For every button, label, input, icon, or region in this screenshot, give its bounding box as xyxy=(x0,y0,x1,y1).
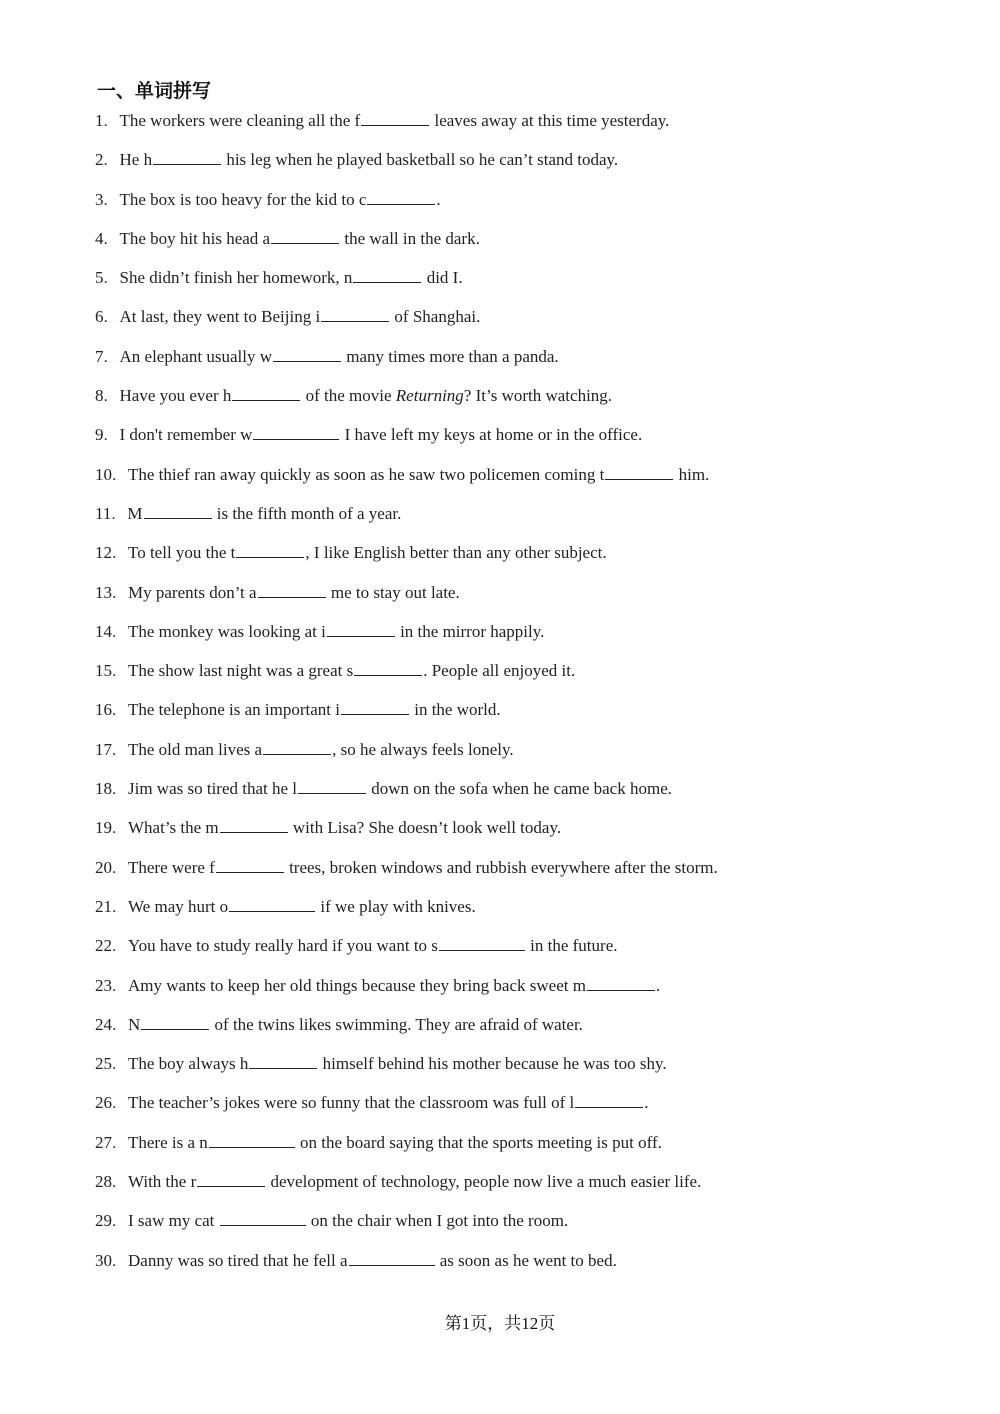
question-text-after: . People all enjoyed it. xyxy=(423,661,576,681)
question-text-before: Danny was so tired that he fell a xyxy=(128,1250,348,1270)
answer-blank[interactable] xyxy=(271,226,339,244)
question-text-before: An elephant usually w xyxy=(119,346,272,366)
question-text-before: You have to study really hard if you want to s xyxy=(128,936,438,956)
question-item xyxy=(95,1130,955,1169)
question-number: 30 ． xyxy=(95,1249,128,1274)
question-text-before: The boy always h xyxy=(128,1054,249,1074)
question-number: 20 ． xyxy=(95,856,128,881)
question-item xyxy=(95,422,955,461)
answer-blank[interactable] xyxy=(349,1248,435,1266)
question-number: 5 ． xyxy=(95,266,120,291)
answer-blank[interactable] xyxy=(361,108,429,126)
answer-blank[interactable] xyxy=(229,894,315,912)
question-text-before: What’s the m xyxy=(128,818,219,838)
question-text-after: . xyxy=(436,189,441,209)
question-text-before: M xyxy=(127,503,143,523)
question-text-after: in the mirror happily. xyxy=(395,621,545,641)
question-text-before: He h xyxy=(119,150,153,170)
question-text-after: down on the sofa when he came back home. xyxy=(367,779,672,799)
question-text-after: on the chair when I got into the room. xyxy=(306,1211,569,1231)
question-item xyxy=(95,304,955,343)
question-number: 14 ． xyxy=(95,620,128,645)
question-text-before: She didn’t finish her homework, n xyxy=(119,268,353,288)
answer-blank[interactable] xyxy=(153,147,221,165)
question-item xyxy=(95,1248,955,1287)
question-text-before: To tell you the t xyxy=(128,543,236,563)
question-text-before: With the r xyxy=(128,1172,197,1192)
answer-blank[interactable] xyxy=(273,344,341,362)
question-text-after: of Shanghai. xyxy=(390,307,481,327)
question-item xyxy=(95,697,955,736)
question-text-after: with Lisa? She doesn’t look well today. xyxy=(288,818,562,838)
answer-blank[interactable] xyxy=(197,1169,265,1187)
question-text-before: Amy wants to keep her old things because they bring back sweet m xyxy=(128,975,586,995)
question-text-before: N xyxy=(128,1014,141,1034)
question-item xyxy=(95,540,955,579)
question-item xyxy=(95,344,955,383)
question-text-before: The monkey was looking at i xyxy=(128,621,326,641)
question-item xyxy=(95,894,955,933)
question-text-before: The show last night was a great s xyxy=(128,661,354,681)
answer-blank[interactable] xyxy=(232,383,300,401)
question-text-before: The boy hit his head a xyxy=(119,228,271,248)
question-text-before: The old man lives a xyxy=(128,739,263,759)
question-text-before: The telephone is an important i xyxy=(128,700,340,720)
question-item xyxy=(95,1169,955,1208)
answer-blank[interactable] xyxy=(298,776,366,794)
answer-blank[interactable] xyxy=(341,697,409,715)
answer-blank[interactable] xyxy=(605,462,673,480)
question-number: 1 ． xyxy=(95,109,120,134)
answer-blank[interactable] xyxy=(575,1090,643,1108)
movie-title: Returning xyxy=(395,386,464,406)
question-number: 26 ． xyxy=(95,1091,128,1116)
question-item xyxy=(95,973,955,1012)
question-number: 7 ． xyxy=(95,345,120,370)
question-list xyxy=(95,108,955,1287)
question-number: 19 ． xyxy=(95,816,128,841)
answer-blank[interactable] xyxy=(141,1012,209,1030)
question-text-after: many times more than a panda. xyxy=(342,346,559,366)
question-text-before: Jim was so tired that he l xyxy=(128,779,298,799)
question-item xyxy=(95,383,955,422)
question-item xyxy=(95,1012,955,1051)
answer-blank[interactable] xyxy=(354,658,422,676)
question-number: 3 ． xyxy=(95,188,120,213)
question-text-after: his leg when he played basketball so he can’t stand today. xyxy=(222,150,619,170)
question-number: 8 ． xyxy=(95,384,120,409)
question-item xyxy=(95,815,955,854)
question-text-after: him. xyxy=(674,464,710,484)
question-text-after: trees, broken windows and rubbish everywhere after the storm. xyxy=(284,857,718,877)
section-title: 一、单词拼写 xyxy=(97,80,212,102)
question-text-after: as soon as he went to bed. xyxy=(435,1250,617,1270)
question-number: 6 ． xyxy=(95,305,120,330)
answer-blank[interactable] xyxy=(367,187,435,205)
question-text-before: The teacher’s jokes were so funny that the classroom was full of l xyxy=(128,1093,575,1113)
question-text-before: My parents don’t a xyxy=(128,582,257,602)
question-number: 12 ． xyxy=(95,541,128,566)
answer-blank[interactable] xyxy=(249,1051,317,1069)
question-text-before: At last, they went to Beijing i xyxy=(119,307,321,327)
question-number: 25 ． xyxy=(95,1052,128,1077)
question-item xyxy=(95,737,955,776)
question-text-before: There is a n xyxy=(128,1132,208,1152)
question-item xyxy=(95,147,955,186)
question-text-after: did I. xyxy=(422,268,463,288)
question-text-after: , so he always feels lonely. xyxy=(332,739,514,759)
question-item xyxy=(95,658,955,697)
question-text-before: The box is too heavy for the kid to c xyxy=(119,189,367,209)
question-text-before: There were f xyxy=(128,857,215,877)
answer-blank[interactable] xyxy=(258,580,326,598)
question-text-after: . xyxy=(655,975,661,995)
question-text-after: . xyxy=(644,1093,649,1113)
question-text-after: the wall in the dark. xyxy=(340,228,480,248)
question-text-before: Have you ever h xyxy=(119,386,232,406)
question-text-after: if we play with knives. xyxy=(316,896,476,916)
question-text-after: , I like English better than any other subject. xyxy=(305,543,607,563)
question-text-before: The workers were cleaning all the f xyxy=(119,111,361,130)
answer-blank[interactable] xyxy=(439,933,525,951)
answer-blank[interactable] xyxy=(220,815,288,833)
question-text-after: leaves away at this time yesterday. xyxy=(430,111,670,130)
question-item xyxy=(95,580,955,619)
question-item xyxy=(95,619,955,658)
question-item xyxy=(95,108,955,147)
question-text-after: in the future. xyxy=(525,936,618,956)
question-text-after-pre: of the movie xyxy=(301,386,396,406)
question-text-before: I don't remember w xyxy=(119,425,253,445)
answer-blank[interactable] xyxy=(263,737,331,755)
question-number: 13 ． xyxy=(95,581,128,606)
question-number: 4 ． xyxy=(95,227,120,252)
answer-blank[interactable] xyxy=(209,1130,295,1148)
answer-blank[interactable] xyxy=(236,540,304,558)
question-number: 24 ． xyxy=(95,1013,128,1038)
question-item xyxy=(95,1051,955,1090)
question-number: 11 ． xyxy=(95,502,127,527)
question-item xyxy=(95,1208,955,1247)
question-number: 18 ． xyxy=(95,777,128,802)
question-text-after: is the fifth month of a year. xyxy=(212,503,402,523)
question-number: 10 ． xyxy=(95,463,128,488)
question-number: 9 ． xyxy=(95,423,120,448)
question-item xyxy=(95,265,955,304)
answer-blank[interactable] xyxy=(587,973,655,991)
answer-blank[interactable] xyxy=(253,422,339,440)
question-text-before: I saw my cat xyxy=(128,1211,219,1231)
question-number: 23 ． xyxy=(95,974,128,999)
question-item xyxy=(95,462,955,501)
question-item xyxy=(95,855,955,894)
question-number: 27 ． xyxy=(95,1131,128,1156)
question-number: 22 ． xyxy=(95,934,128,959)
answer-blank[interactable] xyxy=(220,1208,306,1226)
question-text-after: on the board saying that the sports meeting is put off. xyxy=(295,1132,662,1152)
question-text-after: development of technology, people now live a much easier life. xyxy=(266,1172,702,1192)
question-number: 17 ． xyxy=(95,738,128,763)
page-footer: 第1页，共12页 xyxy=(444,1314,556,1333)
question-text-after: himself behind his mother because he was too shy. xyxy=(318,1054,667,1074)
question-item xyxy=(95,501,955,540)
question-number: 16 ． xyxy=(95,698,128,723)
question-text-after: me to stay out late. xyxy=(326,582,460,602)
question-item xyxy=(95,226,955,265)
question-item xyxy=(95,187,955,226)
question-text-after: ? It’s worth watching. xyxy=(463,386,613,406)
question-number: 21 ． xyxy=(95,895,128,920)
answer-blank[interactable] xyxy=(327,619,395,637)
question-text-before: The thief ran away quickly as soon as he saw two policemen coming t xyxy=(128,464,605,484)
question-text-after: in the world. xyxy=(409,700,501,720)
answer-blank[interactable] xyxy=(216,855,284,873)
question-number: 15 ． xyxy=(95,659,128,684)
question-number: 28 ． xyxy=(95,1170,128,1195)
question-text-after: I have left my keys at home or in the office. xyxy=(340,425,643,445)
question-number: 2 ． xyxy=(95,148,120,173)
question-item xyxy=(95,933,955,972)
question-text-after: of the twins likes swimming. They are afraid of water. xyxy=(210,1014,583,1034)
answer-blank[interactable] xyxy=(144,501,212,519)
question-item xyxy=(95,1090,955,1129)
answer-blank[interactable] xyxy=(321,304,389,322)
question-text-before: We may hurt o xyxy=(128,896,229,916)
question-number: 29 ． xyxy=(95,1209,128,1234)
answer-blank[interactable] xyxy=(353,265,421,283)
question-item xyxy=(95,776,955,815)
